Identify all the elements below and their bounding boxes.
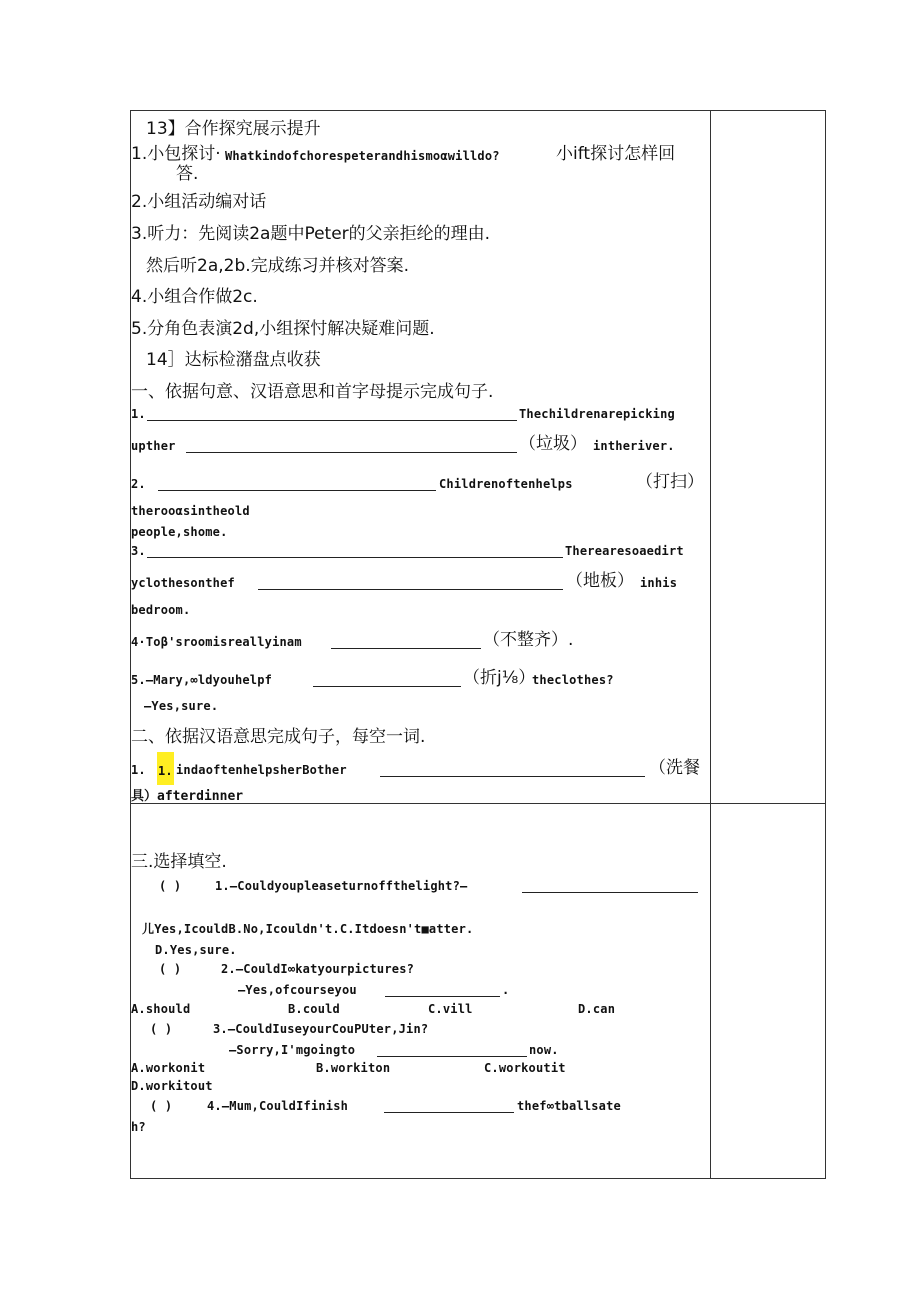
s4-blank[interactable]	[331, 648, 481, 649]
s2-text-a: Childrenoftenhelps	[439, 477, 573, 491]
mc1-option-d: D.Yes,sure.	[155, 943, 237, 957]
s1-text-a: Thechildrenarepicking	[519, 407, 675, 421]
mc3-option-d: D.workitout	[131, 1079, 213, 1093]
s5-blank[interactable]	[313, 686, 461, 687]
s1-text-c: intheriver.	[593, 439, 675, 453]
s1-number: 1.	[131, 407, 146, 421]
s2-blank[interactable]	[158, 490, 436, 491]
s3-text-b: yclothesonthef	[131, 576, 235, 590]
mc3-blank[interactable]	[377, 1056, 527, 1057]
s3-blank[interactable]	[147, 557, 563, 558]
p2-s1-highlight: 1.	[157, 752, 174, 785]
mc1-options: 儿Yes,IcouldB.No,Icouldn't.C.Itdoesn't■atter.	[142, 922, 474, 936]
s1-blank-2[interactable]	[186, 452, 517, 453]
mc2-blank[interactable]	[385, 996, 500, 997]
section5-heading: 三.选择填空.	[131, 852, 227, 872]
mc3-option-b: B.workiton	[316, 1061, 391, 1075]
q1-chinese-tail: 小ift探讨怎样回	[556, 144, 676, 164]
mc4-tail: h?	[131, 1120, 146, 1134]
mc4-blank[interactable]	[384, 1112, 514, 1113]
q1-label: 1.小包探讨·	[131, 144, 221, 164]
mc3-end: now.	[529, 1043, 559, 1057]
mc2-paren[interactable]: ( )	[159, 962, 182, 976]
mc2-question: 2.—CouldI∞katyourpictures?	[221, 962, 415, 976]
q2-text: 2.小组活动编对话	[131, 192, 267, 212]
mc3-option-c: C.workoutit	[484, 1061, 566, 1075]
s5-text: 5.—Mary,∞ldyouhelpf	[131, 673, 273, 687]
p2-s1-text: indaoftenhelpsherBother	[176, 763, 347, 777]
part2-title: 二、依据汉语意思完成句子，每空一词.	[131, 727, 426, 747]
part1-title: 一、依据句意、汉语意思和首字母提示完成句子.	[131, 382, 494, 402]
s3-number: 3.	[131, 544, 146, 558]
p2-s1-hint: （洗餐	[649, 758, 700, 778]
mc2-reply: —Yes,ofcourseyou	[238, 983, 357, 997]
s1-blank[interactable]	[147, 420, 517, 421]
p2-s1-continuation: 具）afterdinner	[131, 789, 244, 802]
s2-text-c: people,shome.	[131, 525, 228, 539]
mc2-end: .	[502, 983, 510, 997]
table-cell-top-right	[710, 110, 826, 804]
s2-hint: （打扫）	[636, 472, 704, 492]
mc4-end: thef∞tballsate	[517, 1099, 621, 1113]
s5-answer: —Yes,sure.	[144, 699, 219, 713]
mc4-paren[interactable]: ( )	[150, 1099, 173, 1113]
section4-heading: 14］达标检潴盘点收获	[146, 350, 321, 370]
s3-blank-2[interactable]	[258, 589, 563, 590]
table-cell-bottom-right	[710, 803, 826, 1179]
mc1-question: 1.—Couldyoupleaseturnoffthelight?—	[215, 879, 468, 893]
s2-number: 2.	[131, 477, 146, 491]
s2-text-b: therooαsintheold	[131, 504, 250, 518]
q3-text: 3.听力：先阅读2a题中Peter的父亲拒纶的理由.	[131, 224, 491, 244]
s1-hint: （垃圾）	[519, 434, 587, 454]
q4-text: 4.小组合作做2c.	[131, 287, 258, 307]
mc1-blank[interactable]	[522, 892, 698, 893]
mc3-option-a: A.workonit	[131, 1061, 206, 1075]
mc3-question: 3.—CouldIuseyourCouPUter,Jin?	[213, 1022, 429, 1036]
s3-text-a: Therearesoaedirt	[565, 544, 684, 558]
q1-continuation: 答.	[176, 164, 199, 184]
q5-text: 5.分角色表演2d,小组探忖解决疑难问题.	[131, 319, 435, 339]
mc2-option-c: C.vill	[428, 1002, 473, 1016]
mc2-option-b: B.could	[288, 1002, 340, 1016]
mc4-question: 4.—Mum,CouldIfinish	[207, 1099, 349, 1113]
mc3-reply: —Sorry,I'mgoingto	[229, 1043, 356, 1057]
p2-s1-number: 1.	[131, 763, 146, 777]
s3-text-c: inhis	[640, 576, 678, 590]
s4-text: 4·Toβ'sroomisreallyinam	[131, 635, 302, 649]
s3-hint: （地板）	[566, 571, 634, 591]
s5-text-b: theclothes?	[532, 673, 614, 687]
p2-s1-clip	[131, 786, 709, 802]
s3-text-d: bedroom.	[131, 603, 191, 617]
s4-hint: （不整齐）.	[483, 630, 574, 650]
q1-english: Whatkindofchorespeterandhismoαwilldo?	[225, 149, 500, 163]
p2-s1-blank[interactable]	[380, 776, 645, 777]
mc1-paren[interactable]: ( )	[159, 879, 182, 893]
q3-continuation: 然后听2a,2b.完成练习并核对答案.	[146, 256, 410, 276]
s5-hint: （折j⅛）	[463, 668, 536, 688]
mc2-option-a: A.should	[131, 1002, 191, 1016]
mc2-option-d: D.can	[578, 1002, 616, 1016]
s1-text-b: upther	[131, 439, 176, 453]
section3-heading: 13】合作探究展示提升	[146, 119, 321, 139]
mc3-paren[interactable]: ( )	[150, 1022, 173, 1036]
